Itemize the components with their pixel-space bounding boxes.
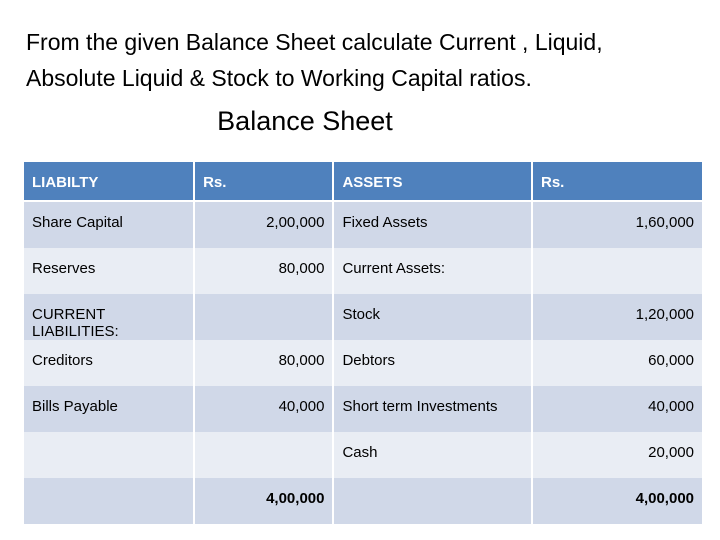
asset-amount-cell: 40,000	[533, 386, 702, 432]
liability-cell: Bills Payable	[24, 386, 195, 432]
asset-cell: Cash	[334, 432, 533, 478]
asset-amount-cell: 20,000	[533, 432, 702, 478]
liability-amount-cell: 40,000	[195, 386, 334, 432]
header-liability-rs: Rs.	[195, 162, 334, 202]
asset-cell: Debtors	[334, 340, 533, 386]
table-row	[24, 386, 702, 432]
liability-cell: Creditors	[24, 340, 195, 386]
table-total-row	[24, 478, 702, 524]
liability-cell: CURRENT LIABILITIES:	[24, 294, 195, 340]
asset-cell: Stock	[334, 294, 533, 340]
asset-cell	[334, 478, 533, 524]
liability-cell: Reserves	[24, 248, 195, 294]
balance-sheet-title: Balance Sheet	[217, 106, 393, 136]
asset-amount-cell	[533, 248, 702, 294]
liability-cell: Share Capital	[24, 202, 195, 248]
balance-sheet-table	[24, 162, 702, 524]
asset-cell: Short term Investments	[334, 386, 533, 432]
question-line-2: Absolute Liquid & Stock to Working Capital ratios.	[26, 65, 532, 91]
liability-cell	[24, 478, 195, 524]
asset-cell: Current Assets:	[334, 248, 533, 294]
header-assets-rs: Rs.	[533, 162, 702, 202]
question-text	[26, 24, 706, 96]
table-row	[24, 202, 702, 248]
asset-amount-cell: 60,000	[533, 340, 702, 386]
header-assets: ASSETS	[334, 162, 533, 202]
table-header-row	[24, 162, 702, 202]
asset-cell: Fixed Assets	[334, 202, 533, 248]
liability-amount-cell	[195, 294, 334, 340]
liability-total-cell: 4,00,000	[195, 478, 334, 524]
table-row	[24, 432, 702, 478]
question-line-1: From the given Balance Sheet calculate Current , Liquid,	[26, 29, 603, 55]
header-liability: LIABILTY	[24, 162, 195, 202]
asset-total-cell: 4,00,000	[533, 478, 702, 524]
liability-amount-cell: 2,00,000	[195, 202, 334, 248]
table-row	[24, 294, 702, 340]
asset-amount-cell: 1,20,000	[533, 294, 702, 340]
liability-cell	[24, 432, 195, 478]
table-row	[24, 248, 702, 294]
table-row	[24, 340, 702, 386]
liability-amount-cell	[195, 432, 334, 478]
asset-amount-cell: 1,60,000	[533, 202, 702, 248]
liability-amount-cell: 80,000	[195, 248, 334, 294]
liability-amount-cell: 80,000	[195, 340, 334, 386]
